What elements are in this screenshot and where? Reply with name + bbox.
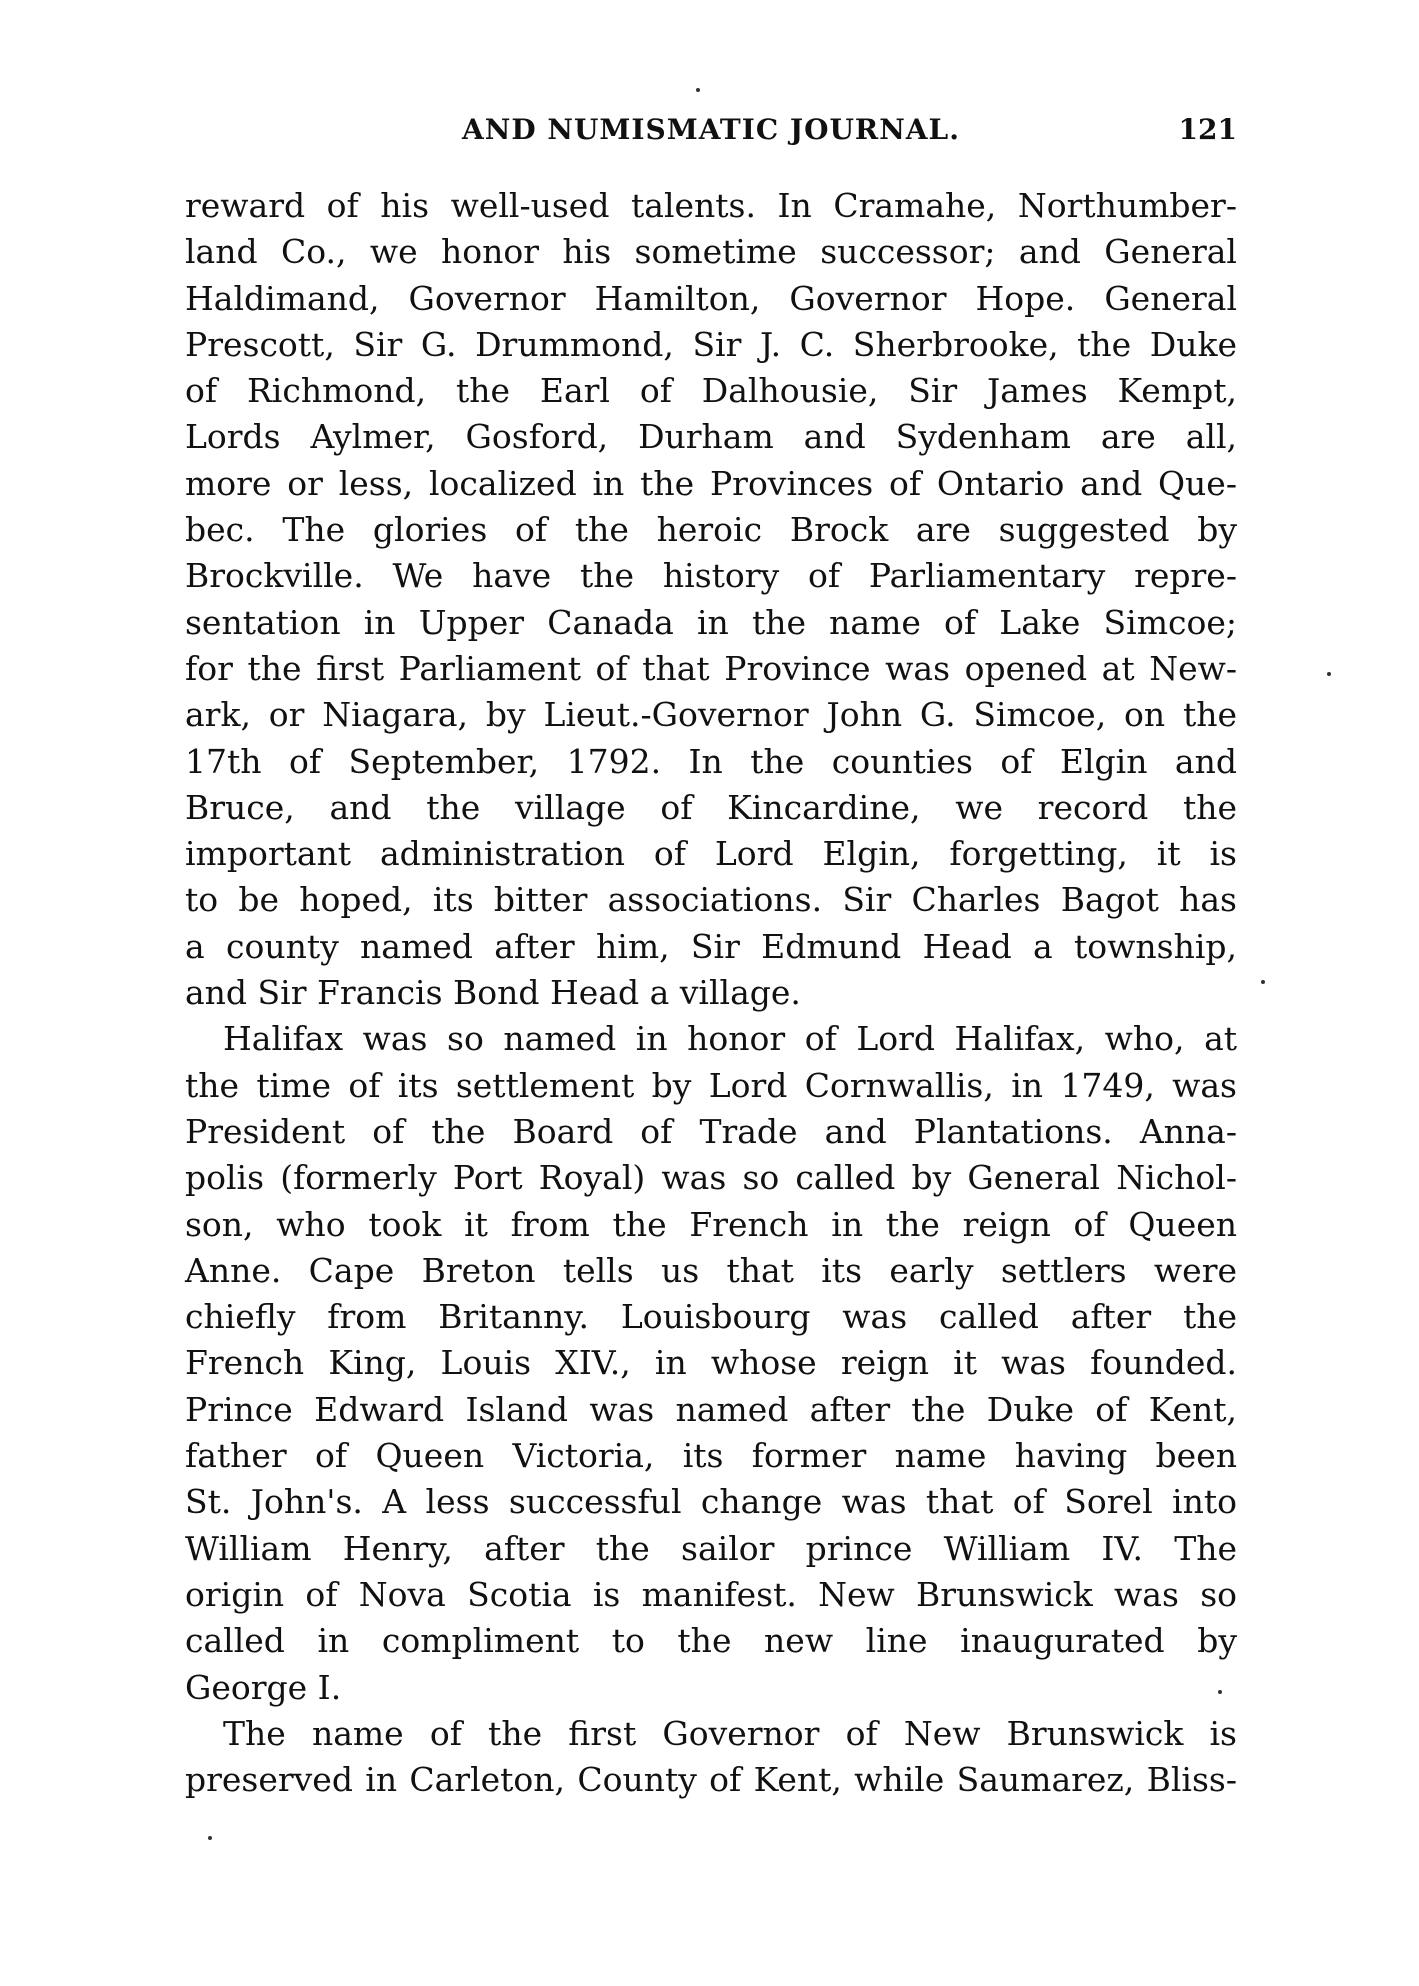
paragraph-end-line: George I.: [185, 1667, 342, 1707]
text-line: sentation in Upper Canada in the name of Lake Simcoe;: [185, 602, 1237, 642]
paragraph-start-line: The name of the first Governor of New Brunswick is: [223, 1713, 1237, 1753]
text-line: Lords Aylmer, Gosford, Durham and Sydenham are all,: [185, 417, 1237, 457]
text-line: a county named after him, Sir Edmund Head a township,: [185, 926, 1237, 966]
text-line: Bruce, and the village of Kincardine, we record the: [185, 787, 1237, 827]
text-line: William Henry, after the sailor prince William IV. The: [185, 1528, 1237, 1568]
text-line: to be hoped, its bitter associations. Sir Charles Bagot has: [185, 880, 1237, 920]
print-speck: [1261, 980, 1265, 984]
text-line: Prescott, Sir G. Drummond, Sir J. C. Sherbrooke, the Duke: [185, 324, 1237, 364]
text-line: land Co., we honor his sometime successor; and General: [185, 232, 1237, 272]
text-line: President of the Board of Trade and Plantations. Anna-: [185, 1111, 1237, 1151]
page-number: 121: [1178, 113, 1237, 146]
text-line: Anne. Cape Breton tells us that its early settlers were: [185, 1250, 1237, 1290]
print-speck: [208, 1836, 212, 1840]
text-line: Brockville. We have the history of Parliamentary repre-: [185, 556, 1237, 596]
text-line: of Richmond, the Earl of Dalhousie, Sir James Kempt,: [185, 371, 1237, 411]
print-speck: [696, 88, 700, 92]
text-line: ark, or Niagara, by Lieut.-Governor John G. Simcoe, on the: [185, 695, 1237, 735]
text-line: Prince Edward Island was named after the Duke of Kent,: [185, 1389, 1237, 1429]
text-line: Haldimand, Governor Hamilton, Governor Hope. General: [185, 278, 1237, 318]
text-line: chiefly from Britanny. Louisbourg was called after the: [185, 1297, 1237, 1337]
body-text: [185, 183, 1237, 1803]
text-line: preserved in Carleton, County of Kent, while Saumarez, Bliss-: [185, 1760, 1237, 1800]
text-line: St. John's. A less successful change was that of Sorel into: [185, 1482, 1237, 1522]
paragraph-start-line: Halifax was so named in honor of Lord Halifax, who, at: [223, 1019, 1237, 1059]
text-line: French King, Louis XIV., in whose reign it was founded.: [185, 1343, 1237, 1383]
journal-title: AND NUMISMATIC JOURNAL.: [462, 113, 960, 146]
text-line: son, who took it from the French in the reign of Queen: [185, 1204, 1237, 1244]
text-line: the time of its settlement by Lord Cornwallis, in 1749, was: [185, 1065, 1237, 1105]
text-line: more or less, localized in the Provinces of Ontario and Que-: [185, 463, 1237, 503]
text-line: for the first Parliament of that Province was opened at New-: [185, 648, 1237, 688]
text-line: 17th of September, 1792. In the counties of Elgin and: [185, 741, 1237, 781]
text-line: father of Queen Victoria, its former name having been: [185, 1436, 1237, 1476]
text-line: origin of Nova Scotia is manifest. New Brunswick was so: [185, 1574, 1237, 1614]
paragraph-end-line: and Sir Francis Bond Head a village.: [185, 973, 801, 1013]
text-line: called in compliment to the new line inaugurated by: [185, 1621, 1237, 1661]
text-line: bec. The glories of the heroic Brock are suggested by: [185, 510, 1237, 550]
text-line: polis (formerly Port Royal) was so called by General Nichol-: [185, 1158, 1237, 1198]
text-line: important administration of Lord Elgin, forgetting, it is: [185, 834, 1237, 874]
text-line: reward of his well-used talents. In Cramahe, Northumber-: [185, 186, 1237, 225]
print-speck: [1327, 672, 1331, 676]
running-head: [185, 110, 1237, 150]
